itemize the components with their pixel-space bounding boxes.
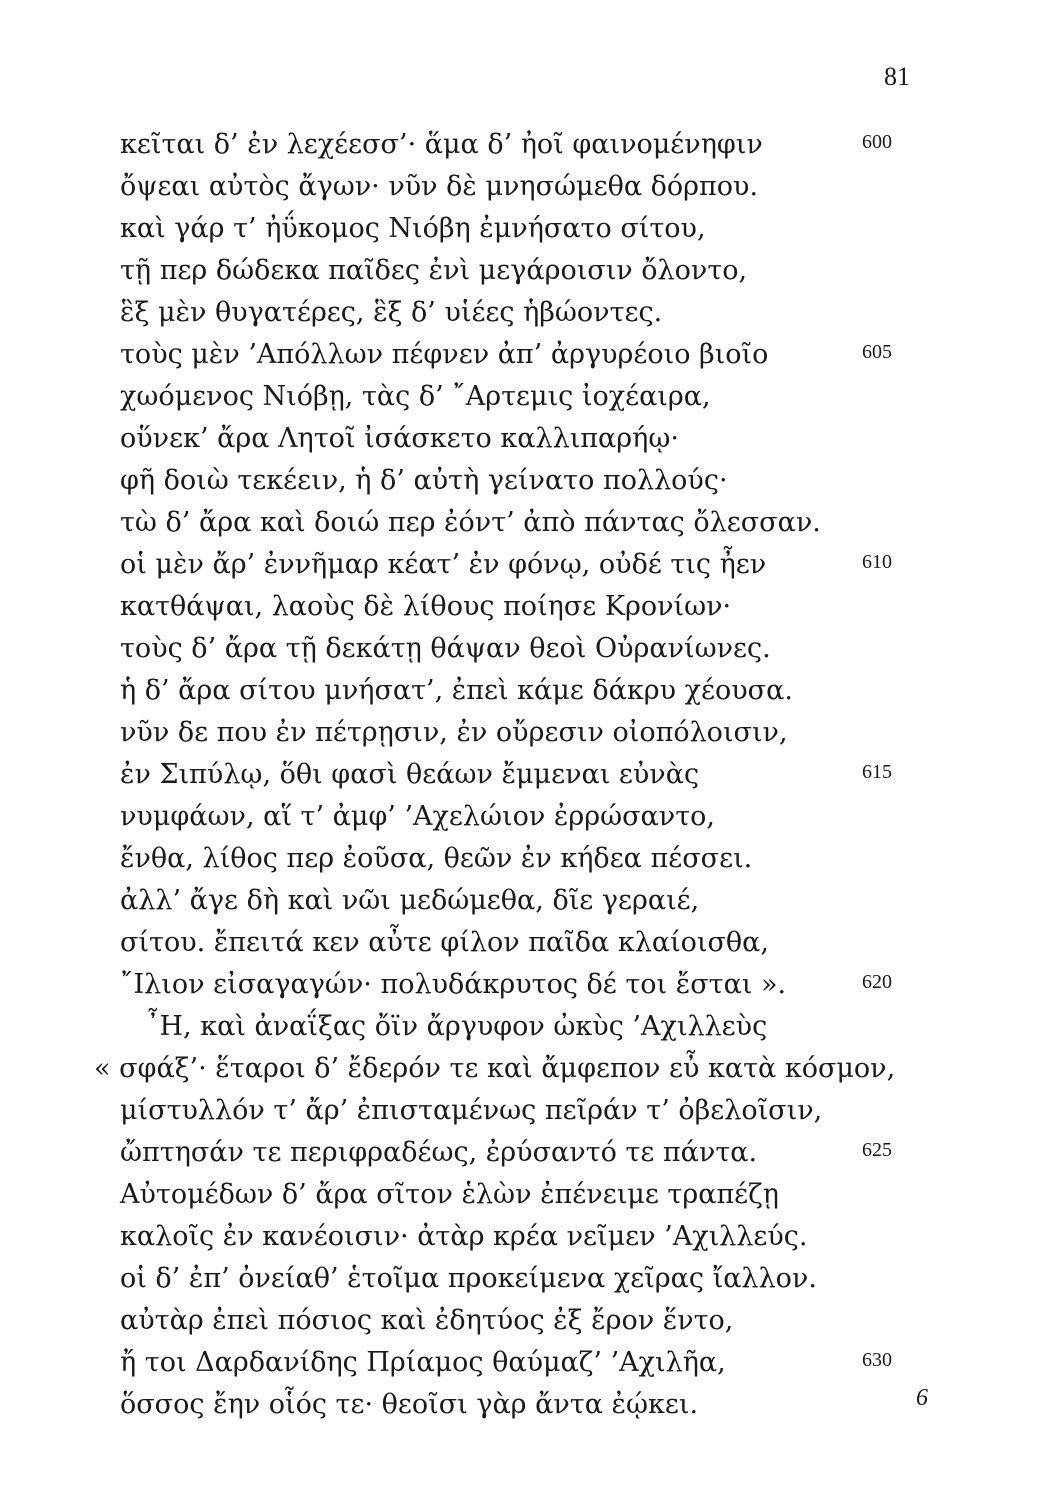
- verse-line: [120, 922, 880, 964]
- verse-line: [120, 166, 880, 208]
- verse-text: καὶ γάρ τ’ ἠΰκομος Νιόβη ἐμνήσατο σίτου,: [120, 213, 706, 244]
- verse-text: αὐτὰρ ἐπεὶ πόσιος καὶ ἐδητύος ἐξ ἔρον ἕντο,: [120, 1305, 734, 1336]
- verse-line: [120, 334, 892, 376]
- verse-text: ἐν Σιπύλῳ, ὅθι φασὶ θεάων ἔμμεναι εὐνὰς: [120, 759, 700, 790]
- verse-line: [120, 754, 892, 796]
- verse-line: [120, 1216, 880, 1258]
- verse-text: οἱ δ’ ἐπ’ ὀνείαθ’ ἑτοῖμα προκείμενα χεῖρας ἴαλλον.: [120, 1263, 817, 1294]
- verse-text: ὅσσος ἔην οἷός τε· θεοῖσι γὰρ ἄντα ἐῴκει.: [120, 1389, 699, 1420]
- verse-line: [120, 964, 892, 1006]
- verse-text: οὕνεκ’ ἄρα Λητοῖ ἰσάσκετο καλλιπαρήῳ·: [120, 423, 679, 454]
- verse-line: [120, 376, 880, 418]
- verse-line: [120, 460, 880, 502]
- verse-line: [120, 1342, 892, 1384]
- verse-line: [120, 1174, 880, 1216]
- signature-mark: 6: [916, 1385, 928, 1411]
- verse-line: [120, 880, 880, 922]
- line-number: 615: [862, 761, 892, 783]
- verse-text: τῇ περ δώδεκα παῖδες ἐνὶ μεγάροισιν ὄλοντο,: [120, 255, 748, 286]
- verse-line: [120, 796, 880, 838]
- verse-line: [120, 712, 880, 754]
- verse-text: φῆ δοιὼ τεκέειν, ἡ δ’ αὐτὴ γείνατο πολλούς·: [120, 465, 728, 496]
- verse-text: τοὺς μὲν ’Απόλλων πέφνεν ἀπ’ ἀργυρέοιο βιοῖο: [120, 339, 769, 370]
- verse-line: [120, 544, 892, 586]
- verse-line: [120, 1006, 880, 1048]
- verse-text: οἱ μὲν ἄρ’ ἐννῆμαρ κέατ’ ἐν φόνῳ, οὐδέ τις ἦεν: [120, 549, 767, 580]
- verse-text: μίστυλλόν τ’ ἄρ’ ἐπισταμένως πεῖράν τ’ ὀβελοῖσιν,: [120, 1095, 823, 1126]
- line-number: 600: [862, 131, 892, 153]
- line-number: 620: [862, 971, 892, 993]
- page-number: 81: [884, 62, 910, 91]
- verse-text: ὄψεαι αὐτὸς ἄγων· νῦν δὲ μνησώμεθα δόρπου.: [120, 171, 759, 202]
- verse-text: ἓξ μὲν θυγατέρες, ἓξ δ’ υἱέες ἡβώοντες.: [120, 297, 663, 328]
- verse-line: [120, 1090, 880, 1132]
- line-number: 630: [862, 1349, 892, 1371]
- verse-line: [120, 124, 892, 166]
- line-number: 605: [862, 341, 892, 363]
- verse-text: νῦν δε που ἐν πέτρῃσιν, ἐν οὔρεσιν οἰοπόλοισιν,: [120, 717, 788, 748]
- verse-text: « σφάξ’· ἕταροι δ’ ἔδερόν τε καὶ ἄμφεπον εὖ κατὰ κόσμον,: [94, 1053, 896, 1084]
- verse-line: [120, 1132, 892, 1174]
- verse-line: [120, 502, 880, 544]
- verse-text: κατθάψαι, λαοὺς δὲ λίθους ποίησε Κρονίων·: [120, 591, 732, 622]
- verse-line: [120, 250, 880, 292]
- verse-text: τοὺς δ’ ἄρα τῇ δεκάτῃ θάψαν θεοὶ Οὐρανίωνες.: [120, 633, 771, 664]
- verse-line: [120, 586, 880, 628]
- verse-text: νυμφάων, αἵ τ’ ἀμφ’ ’Αχελώιον ἐρρώσαντο,: [120, 801, 715, 832]
- verse-text: ὤπτησάν τε περιφραδέως, ἐρύσαντό τε πάντα.: [120, 1137, 758, 1168]
- verse-line: [120, 670, 880, 712]
- verse-text: ἀλλ’ ἄγε δὴ καὶ νῶι μεδώμεθα, δῖε γεραιέ,: [120, 885, 700, 916]
- verse-text: Αὐτομέδων δ’ ἄρα σῖτον ἑλὼν ἐπένειμε τραπέζῃ: [120, 1179, 779, 1210]
- verse-list: [94, 124, 896, 1426]
- verse-line: [120, 208, 880, 250]
- verse-text: καλοῖς ἐν κανέοισιν· ἀτὰρ κρέα νεῖμεν ’Αχιλλεύς.: [120, 1221, 808, 1252]
- verse-text: ἔνθα, λίθος περ ἐοῦσα, θεῶν ἐν κήδεα πέσσει.: [120, 843, 753, 874]
- verse-text: χωόμενος Νιόβῃ, τὰς δ’ ῎Αρτεμις ἰοχέαιρα,: [120, 381, 711, 412]
- verse-line: [94, 1048, 896, 1090]
- verse-line: [120, 838, 880, 880]
- verse-line: [120, 628, 880, 670]
- verse-text: ῏Η, καὶ ἀναΐξας ὄϊν ἄργυφον ὠκὺς ’Αχιλλεὺς: [146, 1011, 768, 1042]
- verse-text: κεῖται δ’ ἐν λεχέεσσ’· ἅμα δ’ ἠοῖ φαινομένηφιν: [120, 129, 763, 160]
- verse-text: ἤ τοι Δαρδανίδης Πρίαμος θαύμαζ’ ’Αχιλῆα,: [120, 1347, 726, 1378]
- verse-text: σίτου. ἔπειτά κεν αὖτε φίλον παῖδα κλαίοισθα,: [120, 927, 770, 958]
- verse-line: [120, 292, 880, 334]
- verse-line: [120, 1300, 880, 1342]
- verse-line: [120, 1258, 880, 1300]
- verse-line: [120, 1384, 880, 1426]
- verse-text: ῎Ιλιον εἰσαγαγών· πολυδάκρυτος δέ τοι ἔσται ».: [120, 969, 787, 1000]
- verse-line: [120, 418, 880, 460]
- line-number: 625: [862, 1139, 892, 1161]
- verse-text: ἡ δ’ ἄρα σίτου μνήσατ’, ἐπεὶ κάμε δάκρυ χέουσα.: [120, 675, 793, 706]
- verse-text: τὼ δ’ ἄρα καὶ δοιώ περ ἐόντ’ ἀπὸ πάντας ὄλεσσαν.: [120, 507, 821, 538]
- line-number: 610: [862, 551, 892, 573]
